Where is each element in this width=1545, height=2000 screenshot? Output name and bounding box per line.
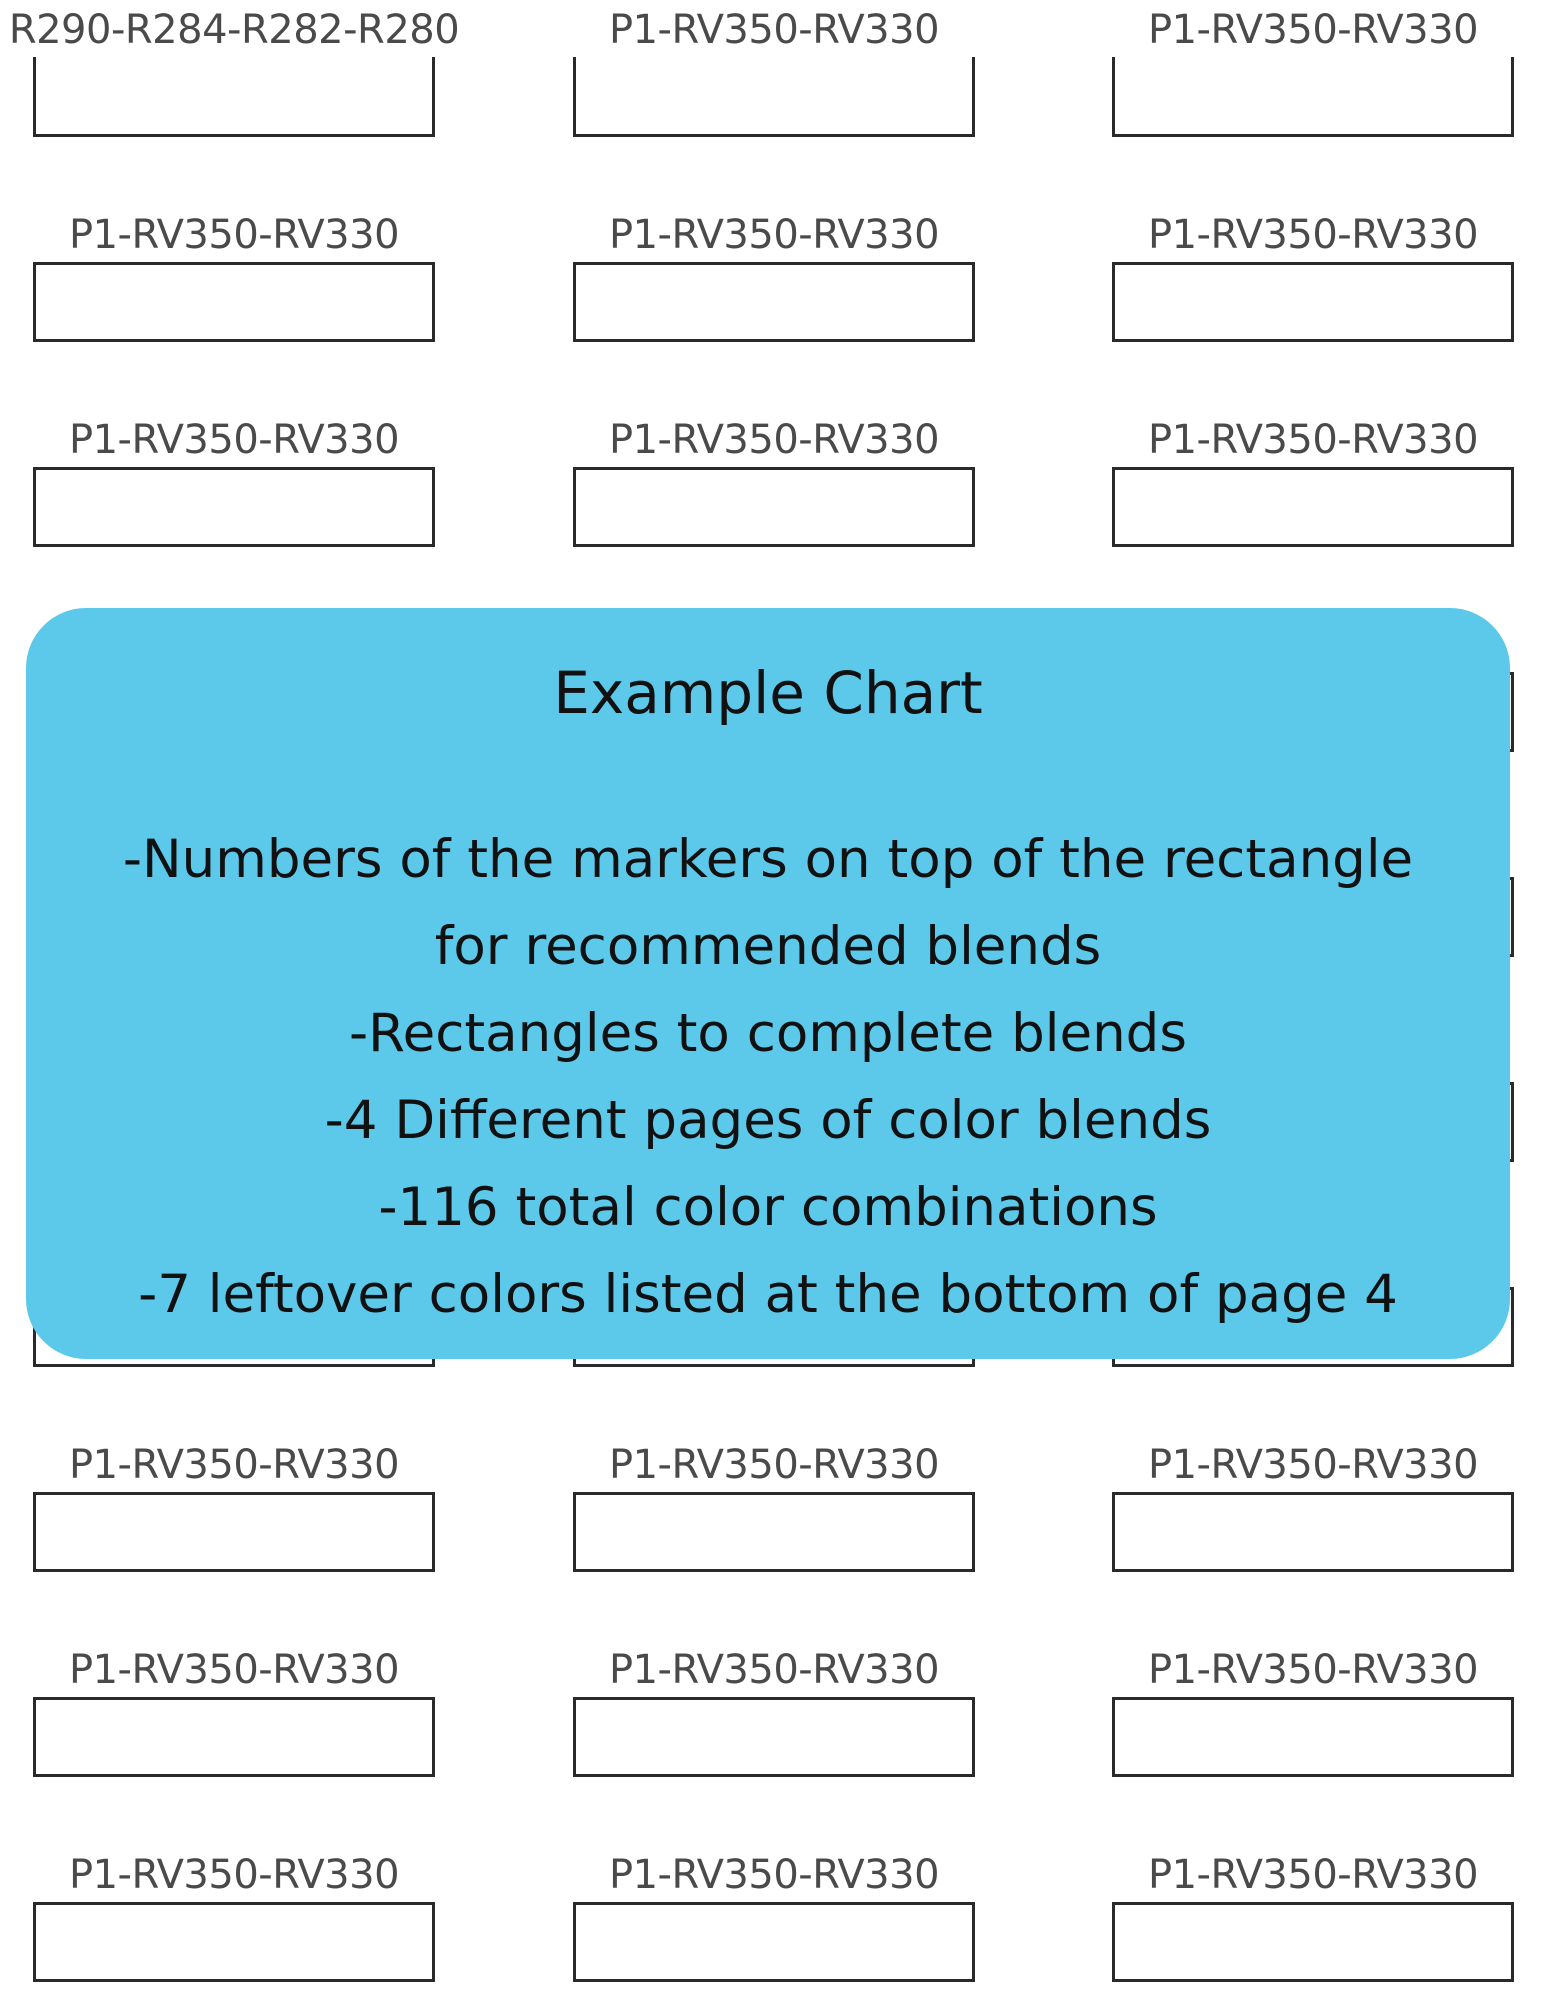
blend-swatch-box <box>573 1902 975 1982</box>
blend-swatch-box <box>573 467 975 547</box>
info-card-bullet: -4 Different pages of color blends <box>324 1090 1212 1151</box>
info-card-bullets <box>26 816 1510 1338</box>
blend-label: P1-RV350-RV330 <box>1147 1647 1479 1693</box>
blend-swatch-box <box>573 57 975 137</box>
blend-label: P1-RV350-RV330 <box>608 1442 940 1488</box>
blend-label: P1-RV350-RV330 <box>1147 1852 1479 1898</box>
blend-swatch-box <box>573 1697 975 1777</box>
blend-label: P1-RV350-RV330 <box>1147 417 1479 463</box>
info-card-title: Example Chart <box>553 659 983 727</box>
blend-swatch-box <box>33 57 435 137</box>
blend-label: P1-RV350-RV330 <box>1147 212 1479 258</box>
blend-label: P1-RV350-RV330 <box>68 1647 400 1693</box>
info-card-bullet: -Numbers of the markers on top of the rectangle <box>122 829 1414 890</box>
blend-label: P1-RV350-RV330 <box>68 212 400 258</box>
blend-swatch-box <box>1112 262 1514 342</box>
blend-label: P1-RV350-RV330 <box>608 417 940 463</box>
blend-swatch-box <box>33 1902 435 1982</box>
info-card-bullet: -Rectangles to complete blends <box>349 1003 1187 1064</box>
info-card-bullet: -116 total color combinations <box>378 1177 1158 1238</box>
blend-label: P1-RV350-RV330 <box>1147 1442 1479 1488</box>
blend-swatch-box <box>33 262 435 342</box>
blend-swatch-box <box>573 1492 975 1572</box>
blend-swatch-box <box>573 262 975 342</box>
info-card-bullet: -7 leftover colors listed at the bottom of page 4 <box>138 1264 1398 1325</box>
blend-swatch-box <box>33 467 435 547</box>
blend-swatch-box <box>33 1697 435 1777</box>
info-card-bullet: for recommended blends <box>434 916 1102 977</box>
blend-label: P1-RV350-RV330 <box>68 1852 400 1898</box>
blend-label: P1-RV350-RV330 <box>608 7 940 53</box>
blend-swatch-box <box>1112 467 1514 547</box>
blend-label: P1-RV350-RV330 <box>608 1852 940 1898</box>
blend-label: R290-R284-R282-R280 <box>8 7 460 53</box>
blend-label: P1-RV350-RV330 <box>608 212 940 258</box>
blend-label: P1-RV350-RV330 <box>608 1647 940 1693</box>
blend-label: P1-RV350-RV330 <box>68 1442 400 1488</box>
blend-label: P1-RV350-RV330 <box>1147 7 1479 53</box>
blend-swatch-box <box>1112 57 1514 137</box>
blend-swatch-box <box>1112 1697 1514 1777</box>
blend-swatch-box <box>33 1492 435 1572</box>
blend-label: P1-RV350-RV330 <box>68 417 400 463</box>
blend-swatch-box <box>1112 1902 1514 1982</box>
blend-swatch-box <box>1112 1492 1514 1572</box>
example-chart-info-card <box>26 608 1510 1359</box>
